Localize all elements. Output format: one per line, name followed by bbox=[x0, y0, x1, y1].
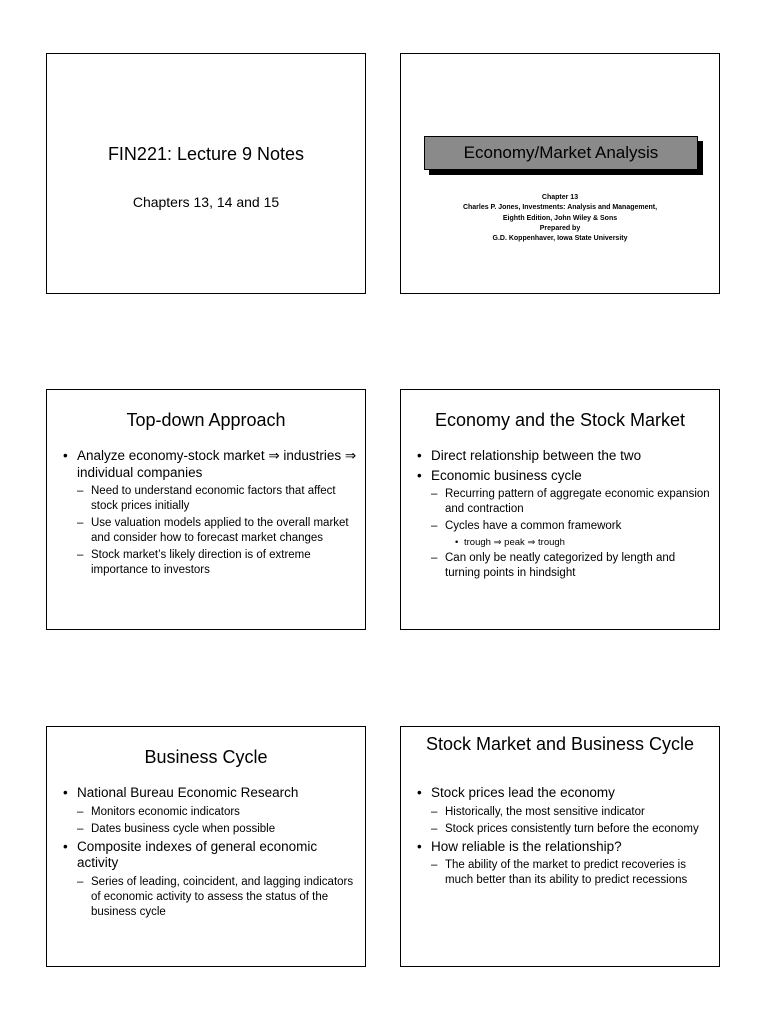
bullet-marker: • bbox=[417, 785, 422, 800]
bullet-item bbox=[417, 448, 711, 465]
credit-line: Charles P. Jones, Investments: Analysis and Management, bbox=[462, 204, 658, 212]
dash-marker: – bbox=[431, 488, 438, 500]
sub-text: Historically, the most sensitive indicator bbox=[445, 805, 645, 818]
slide-5-content bbox=[63, 785, 357, 922]
sub-sub-text: trough ⇒ peak ⇒ trough bbox=[464, 537, 565, 548]
slide-6-content bbox=[417, 785, 711, 890]
bullet-marker: • bbox=[417, 467, 422, 483]
bullet-text: Stock prices lead the economy bbox=[431, 785, 615, 800]
bullet-item bbox=[417, 785, 711, 802]
sub-text: Need to understand economic factors that affect stock prices initially bbox=[91, 485, 336, 512]
slide-2 bbox=[400, 53, 720, 294]
slide-5-title: Business Cycle bbox=[144, 747, 268, 767]
dash-marker: – bbox=[431, 805, 438, 818]
bullet-marker: • bbox=[63, 448, 68, 463]
slide-3 bbox=[46, 389, 366, 630]
sub-item bbox=[431, 519, 711, 534]
small-bullet-marker: • bbox=[455, 537, 459, 548]
sub-item bbox=[431, 822, 711, 837]
credit-line: Prepared by bbox=[539, 224, 581, 232]
dash-marker: – bbox=[431, 859, 438, 871]
bullet-item bbox=[63, 839, 357, 872]
dash-marker: – bbox=[77, 805, 84, 818]
bullet-text: Economic business cycle bbox=[431, 467, 582, 483]
slide-1-title: FIN221: Lecture 9 Notes bbox=[107, 144, 305, 164]
credit-line: Chapter 13 bbox=[541, 194, 579, 201]
sub-text: Monitors economic indicators bbox=[91, 805, 240, 818]
slide-4-title: Economy and the Stock Market bbox=[434, 410, 686, 430]
slide-5 bbox=[46, 726, 366, 967]
bullet-marker: • bbox=[417, 838, 422, 854]
sub-text: The ability of the market to predict recoveries is much better than its ability to predict recessions bbox=[445, 859, 688, 886]
dash-marker: – bbox=[77, 549, 84, 561]
dash-marker: – bbox=[431, 520, 438, 532]
slide-4-content bbox=[417, 448, 711, 583]
sub-text: Use valuation models applied to the overall market and consider how to forecast market changes bbox=[91, 517, 349, 544]
dash-marker: – bbox=[431, 552, 438, 564]
sub-sub-item bbox=[455, 536, 711, 549]
dash-marker: – bbox=[77, 485, 84, 497]
sub-text: Series of leading, coincident, and lagging indicators of economic activity to assess the status of the business cycle bbox=[91, 875, 354, 918]
sub-item bbox=[431, 858, 711, 888]
bullet-item bbox=[417, 839, 711, 856]
sub-item bbox=[77, 548, 357, 578]
bullet-marker: • bbox=[63, 785, 68, 800]
sub-text: Stock market’s likely direction is of extreme importance to investors bbox=[91, 549, 311, 576]
sub-item bbox=[431, 805, 711, 820]
slide-2-title: Economy/Market Analysis bbox=[424, 136, 698, 170]
slide-2-credits bbox=[401, 193, 719, 244]
sub-item bbox=[431, 551, 711, 581]
slide-6 bbox=[400, 726, 720, 967]
bullet-text: Composite indexes of general economic activity bbox=[77, 838, 318, 870]
slide-4 bbox=[400, 389, 720, 630]
credit-line: G.D. Koppenhaver, Iowa State University bbox=[492, 235, 628, 243]
dash-marker: – bbox=[77, 822, 84, 835]
slide-1 bbox=[46, 53, 366, 294]
bullet-text: Analyze economy-stock market ⇒ industries ⇒ individual companies bbox=[77, 448, 357, 480]
bullet-item bbox=[63, 448, 357, 481]
sub-text: Dates business cycle when possible bbox=[91, 822, 276, 835]
bullet-text: Direct relationship between the two bbox=[431, 448, 642, 463]
sub-item bbox=[77, 822, 357, 837]
slide-3-title: Top-down Approach bbox=[126, 410, 286, 430]
sub-item bbox=[77, 875, 357, 920]
dash-marker: – bbox=[431, 822, 438, 835]
sub-text: Stock prices consistently turn before the economy bbox=[445, 822, 699, 835]
sub-text: Cycles have a common framework bbox=[445, 520, 622, 532]
slide-3-content bbox=[63, 448, 357, 580]
bullet-item bbox=[63, 785, 357, 802]
sub-item bbox=[77, 805, 357, 820]
bullet-text: How reliable is the relationship? bbox=[431, 838, 622, 854]
sub-item bbox=[431, 487, 711, 517]
dash-marker: – bbox=[77, 517, 84, 529]
slide-1-subtitle: Chapters 13, 14 and 15 bbox=[132, 194, 280, 210]
sub-text: Recurring pattern of aggregate economic expansion and contraction bbox=[445, 488, 710, 515]
bullet-item bbox=[417, 468, 711, 485]
sub-item bbox=[77, 484, 357, 514]
sub-item bbox=[77, 516, 357, 546]
bullet-marker: • bbox=[417, 448, 422, 463]
bullet-text: National Bureau Economic Research bbox=[77, 785, 299, 800]
dash-marker: – bbox=[77, 875, 84, 888]
slide-6-title: Stock Market and Business Cycle bbox=[425, 734, 695, 754]
sub-text: Can only be neatly categorized by length and turning points in hindsight bbox=[445, 552, 676, 579]
bullet-marker: • bbox=[63, 838, 68, 854]
credit-line: Eighth Edition, John Wiley & Sons bbox=[502, 214, 618, 222]
